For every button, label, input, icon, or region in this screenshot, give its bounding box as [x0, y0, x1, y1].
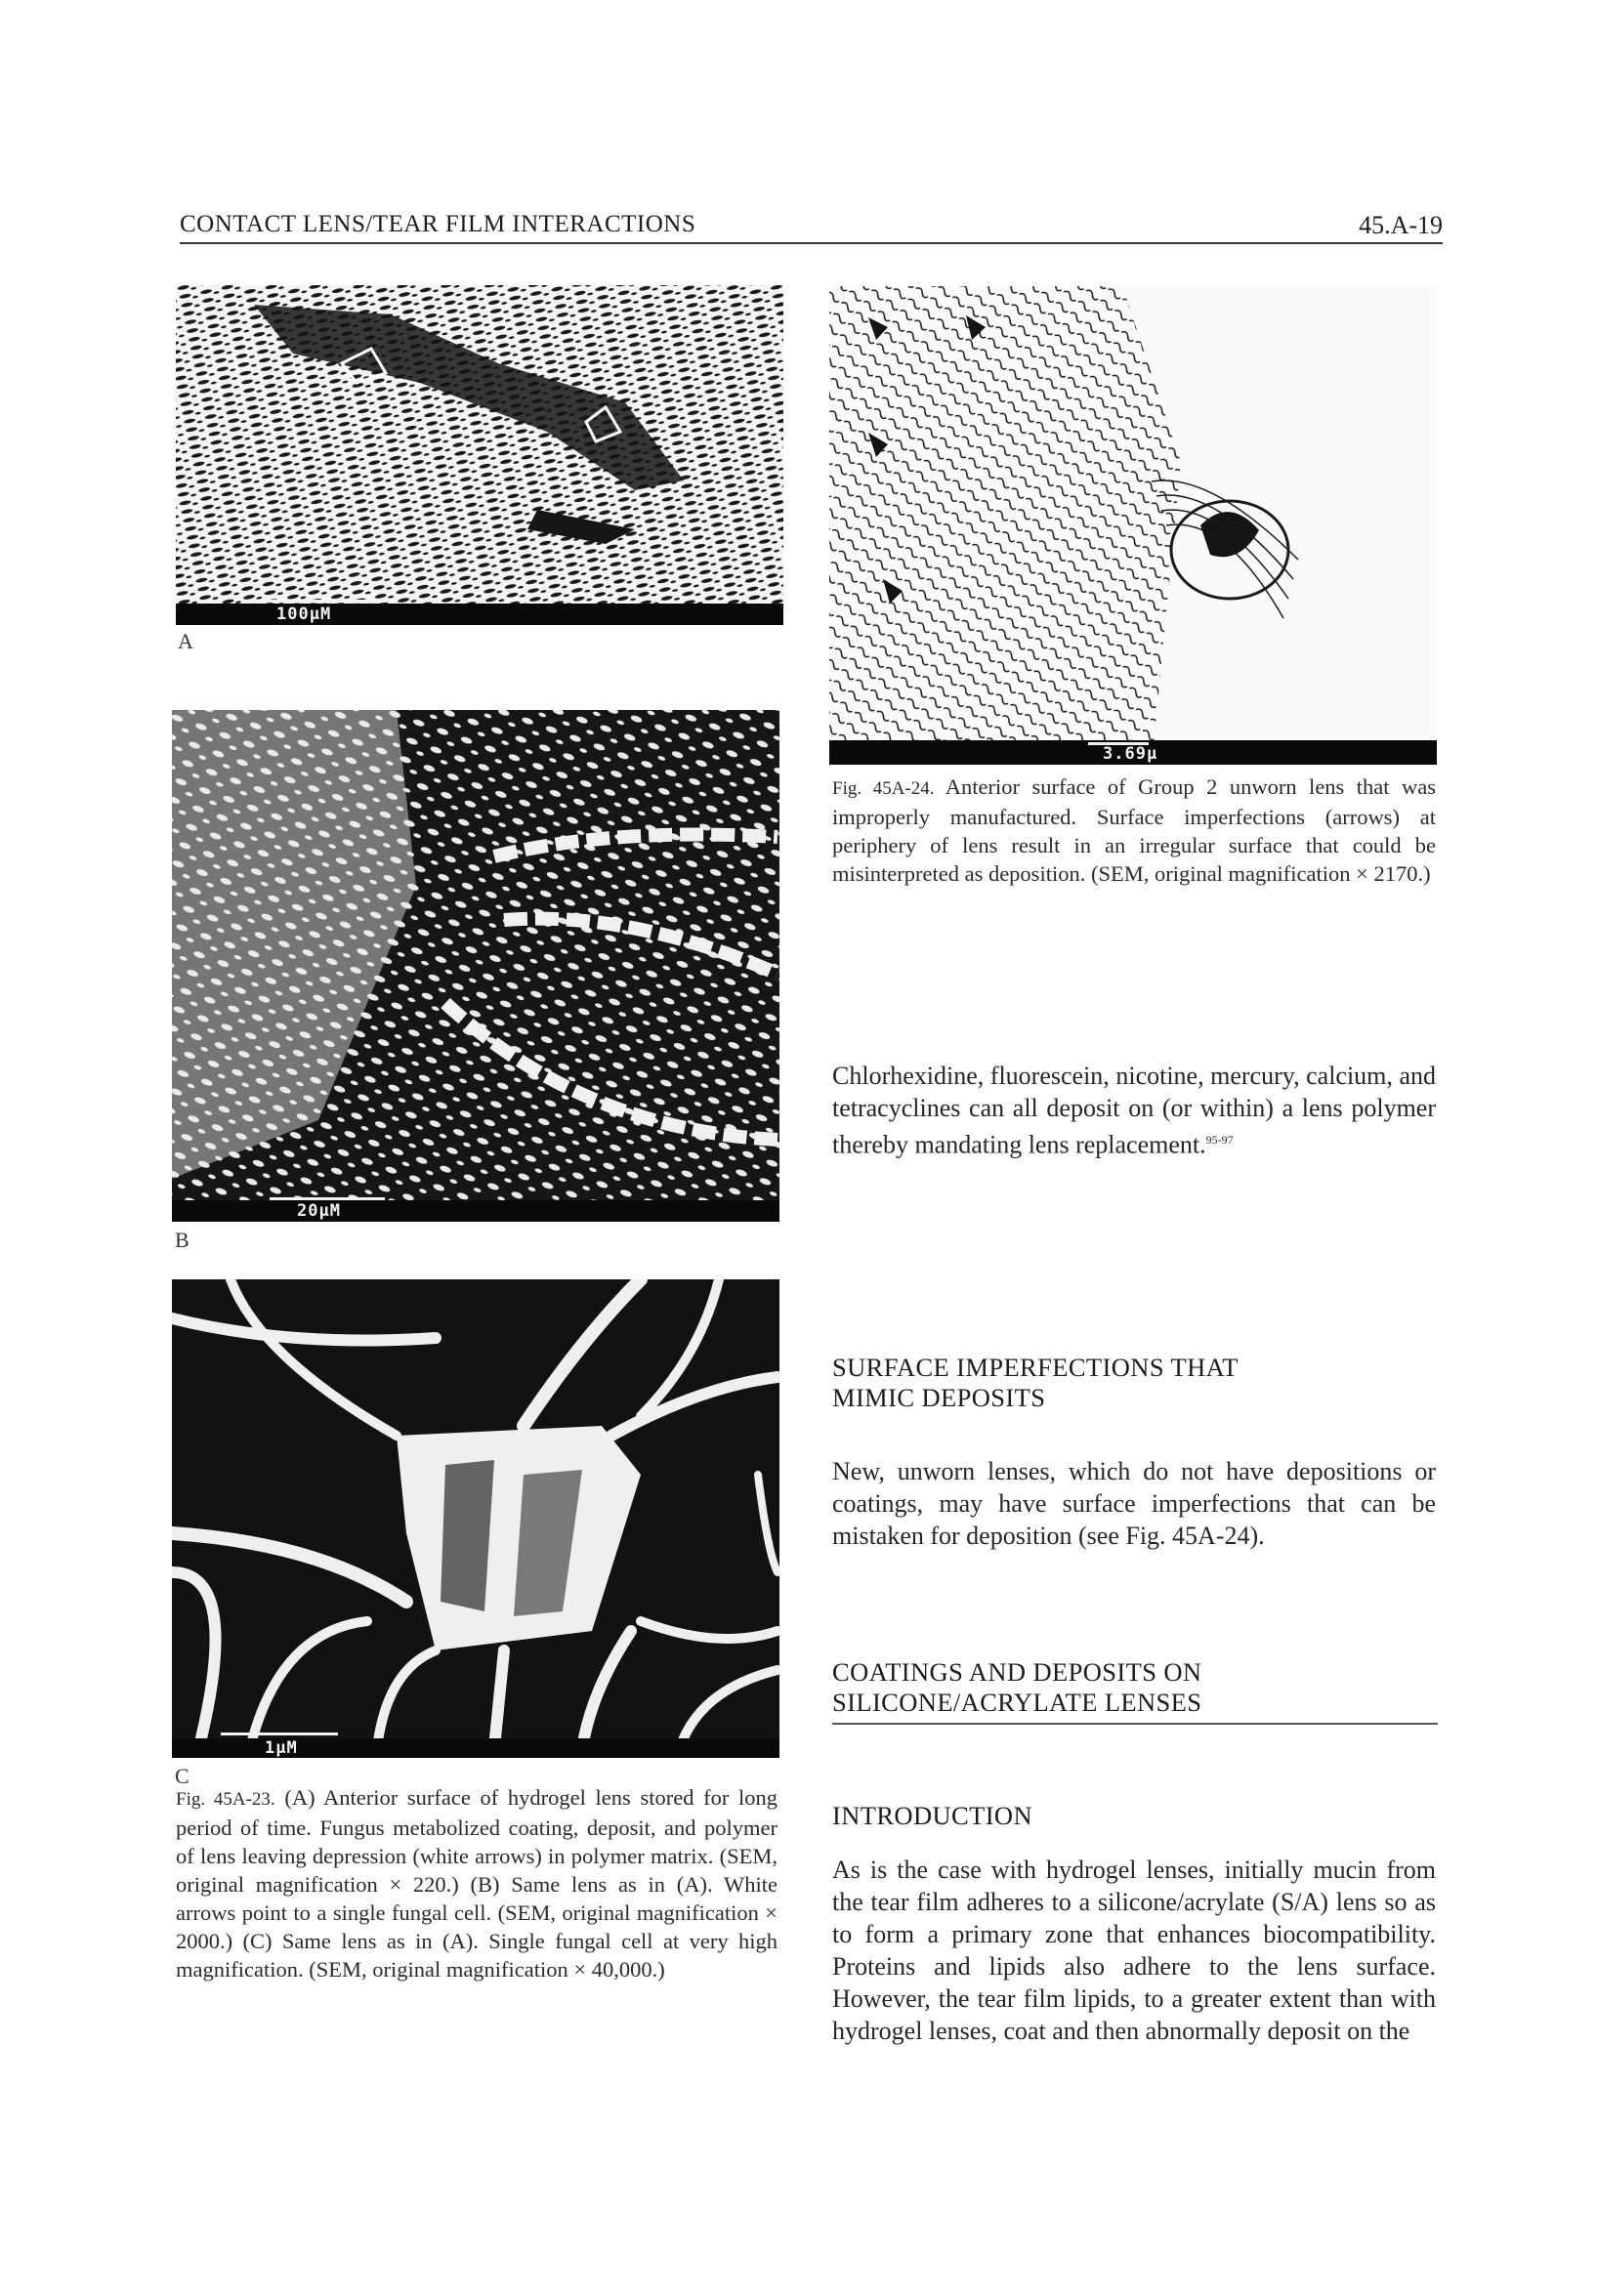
scale-label-a: 100µM: [276, 605, 332, 624]
paragraph-deposits-text: Chlorhexidine, fluorescein, nicotine, mercury, calcium, and tetracyclines can all deposit on (or within) a lens polymer thereby mandating lens replacement.: [832, 1062, 1436, 1159]
heading-introduction: INTRODUCTION: [832, 1801, 1032, 1830]
panel-letter-b: B: [175, 1228, 189, 1252]
heading-coatings-deposits: COATINGS AND DEPOSITS ON SILICONE/ACRYLATE LENSES: [832, 1657, 1202, 1717]
micrograph-fig-45a-24: [829, 286, 1437, 765]
paragraph-introduction: As is the case with hydrogel lenses, initially mucin from the tear film adheres to a silicone/acrylate (S/A) lens so as to form a primary zone that enhances biocompatibility. Proteins and lipids also adhere to the lens surface. However, the tear film lipids, to a greater extent than with hydrogel lenses, coat and then abnormally deposit on the: [832, 1856, 1436, 2045]
page-number: 45.A-19: [1359, 211, 1443, 239]
caption-text-45a-23: (A) Anterior surface of hydrogel lens stored for long period of time. Fungus metabolized coating, deposit, and polymer of lens leaving depression (white arrows) in polymer matrix. (SEM, original magnification × 220.) (B) Same lens as in (A). White arrows point to a single fungal cell. (SEM, original magnification × 2000.) (C) Same lens as in (A). Single fungal cell at very high magnification. (SEM, original magnification × 40,000.): [176, 1785, 778, 1982]
micrograph-panel-b: [172, 710, 779, 1222]
caption-label-45a-23: Fig. 45A-23.: [176, 1789, 275, 1810]
scale-strip-c: [172, 1738, 779, 1758]
panel-letter-c: C: [175, 1764, 189, 1788]
scale-strip-24: [829, 740, 1437, 765]
scale-bar-b: [270, 1197, 385, 1200]
micrograph-panel-c: [172, 1279, 779, 1758]
running-title: CONTACT LENS/TEAR FILM INTERACTIONS: [180, 211, 696, 237]
micrograph-b-texture: [172, 710, 779, 1222]
scale-label-24: 3.69µ: [1103, 744, 1158, 764]
caption-text-45a-24: Anterior surface of Group 2 unworn lens that was improperly manufactured. Surface imperfections (arrows) at periphery of lens result in an irregular surface that could be misinterpreted as deposition. (SEM, original magnification × 2170.): [832, 774, 1437, 886]
section-rule: [832, 1723, 1438, 1725]
panel-letter-a: A: [178, 629, 193, 653]
micrograph-panel-a: [176, 285, 783, 625]
reference-superscript: 95-97: [1205, 1133, 1234, 1147]
figure-caption-45a-23: [176, 1783, 777, 1983]
paragraph-surface-imperfections: New, unworn lenses, which do not have depositions or coatings, may have surface imperfections that can be mistaken for deposition (see Fig. 45A-24).: [832, 1457, 1436, 1550]
micrograph-c-texture: [172, 1279, 779, 1758]
scale-strip-b: [172, 1200, 779, 1222]
caption-label-45a-24: Fig. 45A-24.: [832, 778, 935, 799]
micrograph-24-texture: [829, 286, 1437, 765]
scale-label-b: 20µM: [297, 1201, 341, 1221]
figure-caption-45a-24: [832, 772, 1436, 888]
header-rule: [180, 242, 1443, 244]
heading-surface-imperfections: SURFACE IMPERFECTIONS THAT MIMIC DEPOSITS: [832, 1353, 1239, 1412]
scale-label-c: 1µM: [265, 1738, 298, 1758]
paragraph-deposits: [832, 1060, 1436, 1161]
scale-bar-a: [260, 600, 385, 603]
micrograph-a-texture: [176, 285, 783, 625]
scale-strip-a: [176, 604, 783, 625]
scale-bar-c: [221, 1732, 338, 1735]
